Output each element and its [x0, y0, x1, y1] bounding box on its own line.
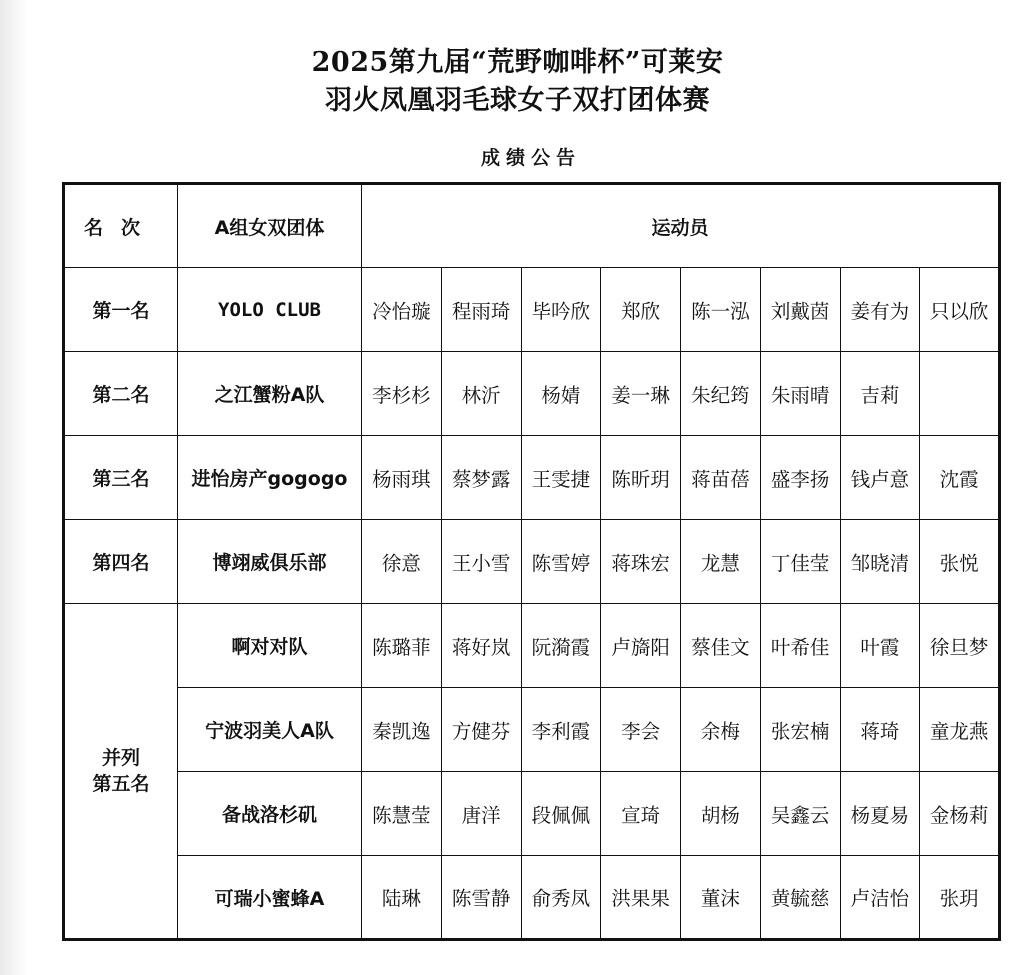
- player-cell: 程雨琦: [441, 268, 521, 352]
- player-cell: 姜一琳: [601, 352, 681, 436]
- player-cell: 郑欣: [601, 268, 681, 352]
- rank-cell-tied-fifth: [64, 604, 178, 940]
- player-cell: 宣琦: [601, 772, 681, 856]
- table-row: [64, 268, 1000, 352]
- header-team: A组女双团体: [178, 184, 362, 268]
- team-cell: 可瑞小蜜蜂A: [178, 856, 362, 940]
- player-cell: 胡杨: [681, 772, 761, 856]
- rank-tied-label: 并列: [101, 747, 140, 769]
- table-row: [64, 856, 1000, 940]
- results-announcement-subtitle: 成绩公告: [480, 147, 581, 169]
- player-cell: 杨婧: [521, 352, 601, 436]
- player-cell: 叶希佳: [760, 604, 840, 688]
- player-cell: 吉莉: [840, 352, 920, 436]
- player-cell: 龙慧: [681, 520, 761, 604]
- player-cell: 朱雨晴: [760, 352, 840, 436]
- team-cell: 啊对对队: [178, 604, 362, 688]
- player-cell: 徐旦梦: [920, 604, 1000, 688]
- page-title-line-1: 2025第九届“荒野咖啡杯”可莱安: [311, 47, 724, 78]
- player-cell: 黄毓慈: [760, 856, 840, 940]
- player-cell: 朱纪筠: [681, 352, 761, 436]
- player-cell: 唐洋: [441, 772, 521, 856]
- player-cell: 张宏楠: [760, 688, 840, 772]
- player-cell: 毕吟欣: [521, 268, 601, 352]
- player-cell: 蒋珠宏: [601, 520, 681, 604]
- table-row: [64, 688, 1000, 772]
- player-cell: 邹晓清: [840, 520, 920, 604]
- player-cell: 卢洁怡: [840, 856, 920, 940]
- player-cell: 金杨莉: [920, 772, 1000, 856]
- player-cell: 余梅: [681, 688, 761, 772]
- player-cell: 吴鑫云: [760, 772, 840, 856]
- player-cell: 秦凯逸: [362, 688, 442, 772]
- player-cell: 王小雪: [441, 520, 521, 604]
- player-cell: 陈雪静: [441, 856, 521, 940]
- player-cell: 李会: [601, 688, 681, 772]
- player-cell: 徐意: [362, 520, 442, 604]
- player-cell: 陆琳: [362, 856, 442, 940]
- player-cell: 沈霞: [920, 436, 1000, 520]
- player-cell: 卢旖阳: [601, 604, 681, 688]
- player-cell: 林沂: [441, 352, 521, 436]
- player-cell: 童龙燕: [920, 688, 1000, 772]
- rank-cell: 第三名: [64, 436, 178, 520]
- player-cell: 李杉杉: [362, 352, 442, 436]
- player-cell: 盛李扬: [760, 436, 840, 520]
- player-cell: 蒋琦: [840, 688, 920, 772]
- player-cell: 陈昕玥: [601, 436, 681, 520]
- player-cell: 洪果果: [601, 856, 681, 940]
- page-title-line-2: 羽火凤凰羽毛球女子双打团体赛: [325, 85, 710, 116]
- table-row: [64, 520, 1000, 604]
- table-row: [64, 436, 1000, 520]
- player-cell: 张玥: [920, 856, 1000, 940]
- player-cell: 李利霞: [521, 688, 601, 772]
- player-cell: 蔡佳文: [681, 604, 761, 688]
- player-cell: 杨雨琪: [362, 436, 442, 520]
- player-cell: 冷怡璇: [362, 268, 442, 352]
- rank-cell: 第四名: [64, 520, 178, 604]
- player-cell: 只以欣: [920, 268, 1000, 352]
- team-cell: 进怡房产gogogo: [178, 436, 362, 520]
- player-cell: 王雯捷: [521, 436, 601, 520]
- results-table: [62, 182, 1001, 941]
- player-cell: 陈雪婷: [521, 520, 601, 604]
- player-cell: 姜有为: [840, 268, 920, 352]
- player-cell-empty: [920, 352, 1000, 436]
- player-cell: 董沫: [681, 856, 761, 940]
- player-cell: 陈一泓: [681, 268, 761, 352]
- player-cell: 刘戴茵: [760, 268, 840, 352]
- table-row: [64, 604, 1000, 688]
- team-cell: 之江蟹粉A队: [178, 352, 362, 436]
- rank-cell: 第一名: [64, 268, 178, 352]
- team-cell: YOLO CLUB: [178, 268, 362, 352]
- player-cell: 蔡梦露: [441, 436, 521, 520]
- rank-cell: 第二名: [64, 352, 178, 436]
- header-players: 运动员: [362, 184, 1000, 268]
- table-header-row: [64, 184, 1000, 268]
- player-cell: 杨夏易: [840, 772, 920, 856]
- team-cell: 宁波羽美人A队: [178, 688, 362, 772]
- player-cell: 陈璐菲: [362, 604, 442, 688]
- player-cell: 丁佳莹: [760, 520, 840, 604]
- player-cell: 叶霞: [840, 604, 920, 688]
- player-cell: 阮漪霞: [521, 604, 601, 688]
- player-cell: 俞秀凤: [521, 856, 601, 940]
- player-cell: 蒋苗蓓: [681, 436, 761, 520]
- player-cell: 钱卢意: [840, 436, 920, 520]
- team-cell: 博翊威俱乐部: [178, 520, 362, 604]
- table-row: [64, 772, 1000, 856]
- table-row: [64, 352, 1000, 436]
- team-cell: 备战洛杉矶: [178, 772, 362, 856]
- player-cell: 陈慧莹: [362, 772, 442, 856]
- player-cell: 张悦: [920, 520, 1000, 604]
- player-cell: 段佩佩: [521, 772, 601, 856]
- rank-fifth-label: 第五名: [92, 773, 150, 795]
- player-cell: 蒋好岚: [441, 604, 521, 688]
- header-rank: 名次: [64, 184, 178, 268]
- player-cell: 方健芬: [441, 688, 521, 772]
